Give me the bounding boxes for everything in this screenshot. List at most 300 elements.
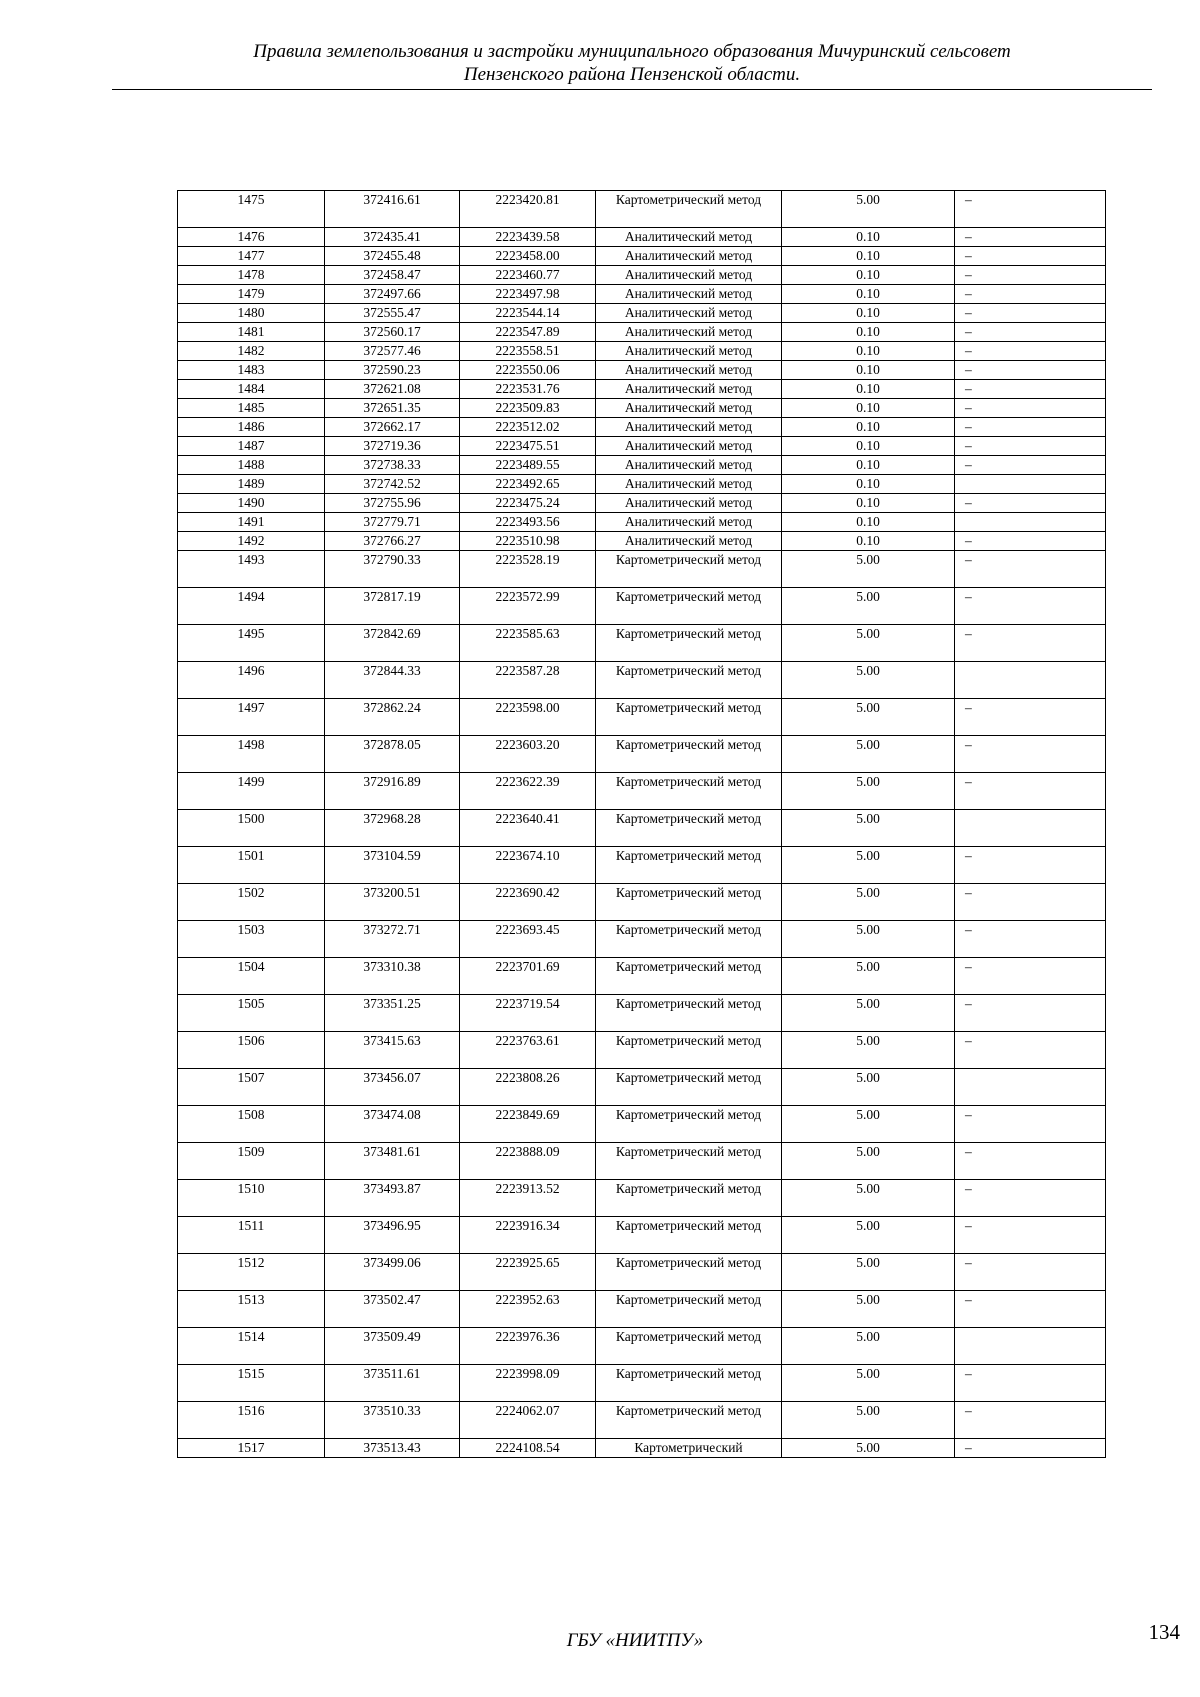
method-cell: Картометрический метод <box>596 1254 782 1291</box>
note-cell: – <box>955 921 1106 958</box>
y-coordinate-cell: 2223475.51 <box>460 437 596 456</box>
method-cell: Аналитический метод <box>596 475 782 494</box>
point-number-cell: 1484 <box>178 380 325 399</box>
point-number-cell: 1503 <box>178 921 325 958</box>
accuracy-cell: 0.10 <box>782 456 955 475</box>
note-cell: – <box>955 418 1106 437</box>
x-coordinate-cell: 373510.33 <box>325 1402 460 1439</box>
x-coordinate-cell: 372790.33 <box>325 551 460 588</box>
y-coordinate-cell: 2223690.42 <box>460 884 596 921</box>
note-cell <box>955 513 1106 532</box>
footer-org: ГБУ «НИИТПУ» <box>566 1630 704 1651</box>
point-number-cell: 1506 <box>178 1032 325 1069</box>
point-number-cell: 1493 <box>178 551 325 588</box>
x-coordinate-cell: 373496.95 <box>325 1217 460 1254</box>
x-coordinate-cell: 372621.08 <box>325 380 460 399</box>
table-row <box>178 1069 1106 1106</box>
method-cell: Картометрический метод <box>596 1032 782 1069</box>
y-coordinate-cell: 2223925.65 <box>460 1254 596 1291</box>
accuracy-cell: 0.10 <box>782 513 955 532</box>
point-number-cell: 1497 <box>178 699 325 736</box>
table-row <box>178 1217 1106 1254</box>
method-cell: Аналитический метод <box>596 437 782 456</box>
accuracy-cell: 0.10 <box>782 228 955 247</box>
method-cell: Картометрический метод <box>596 1365 782 1402</box>
y-coordinate-cell: 2223763.61 <box>460 1032 596 1069</box>
x-coordinate-cell: 373502.47 <box>325 1291 460 1328</box>
x-coordinate-cell: 373481.61 <box>325 1143 460 1180</box>
note-cell: – <box>955 285 1106 304</box>
x-coordinate-cell: 372497.66 <box>325 285 460 304</box>
point-number-cell: 1479 <box>178 285 325 304</box>
table-row <box>178 958 1106 995</box>
point-number-cell: 1490 <box>178 494 325 513</box>
point-number-cell: 1511 <box>178 1217 325 1254</box>
y-coordinate-cell: 2223598.00 <box>460 699 596 736</box>
method-cell: Картометрический <box>596 1439 782 1458</box>
table-row <box>178 1143 1106 1180</box>
point-number-cell: 1492 <box>178 532 325 551</box>
point-number-cell: 1478 <box>178 266 325 285</box>
note-cell: – <box>955 437 1106 456</box>
accuracy-cell: 5.00 <box>782 995 955 1032</box>
method-cell: Аналитический метод <box>596 323 782 342</box>
y-coordinate-cell: 2223475.24 <box>460 494 596 513</box>
coordinates-table <box>177 190 1106 1458</box>
x-coordinate-cell: 373513.43 <box>325 1439 460 1458</box>
accuracy-cell: 0.10 <box>782 532 955 551</box>
method-cell: Аналитический метод <box>596 380 782 399</box>
point-number-cell: 1513 <box>178 1291 325 1328</box>
x-coordinate-cell: 372842.69 <box>325 625 460 662</box>
x-coordinate-cell: 372878.05 <box>325 736 460 773</box>
method-cell: Картометрический метод <box>596 810 782 847</box>
point-number-cell: 1509 <box>178 1143 325 1180</box>
x-coordinate-cell: 372817.19 <box>325 588 460 625</box>
accuracy-cell: 5.00 <box>782 699 955 736</box>
note-cell <box>955 810 1106 847</box>
accuracy-cell: 0.10 <box>782 266 955 285</box>
table-row <box>178 810 1106 847</box>
point-number-cell: 1502 <box>178 884 325 921</box>
table-row <box>178 662 1106 699</box>
accuracy-cell: 5.00 <box>782 1032 955 1069</box>
y-coordinate-cell: 2223547.89 <box>460 323 596 342</box>
note-cell: – <box>955 1402 1106 1439</box>
y-coordinate-cell: 2223550.06 <box>460 361 596 380</box>
accuracy-cell: 0.10 <box>782 247 955 266</box>
y-coordinate-cell: 2223976.36 <box>460 1328 596 1365</box>
table-row <box>178 285 1106 304</box>
table-row <box>178 1254 1106 1291</box>
accuracy-cell: 5.00 <box>782 1180 955 1217</box>
table-row <box>178 380 1106 399</box>
accuracy-cell: 5.00 <box>782 958 955 995</box>
accuracy-cell: 0.10 <box>782 475 955 494</box>
y-coordinate-cell: 2223489.55 <box>460 456 596 475</box>
note-cell: – <box>955 342 1106 361</box>
page-header <box>112 40 1152 86</box>
accuracy-cell: 0.10 <box>782 380 955 399</box>
x-coordinate-cell: 372435.41 <box>325 228 460 247</box>
point-number-cell: 1481 <box>178 323 325 342</box>
x-coordinate-cell: 372416.61 <box>325 191 460 228</box>
note-cell <box>955 1069 1106 1106</box>
note-cell <box>955 475 1106 494</box>
y-coordinate-cell: 2223497.98 <box>460 285 596 304</box>
method-cell: Картометрический метод <box>596 191 782 228</box>
point-number-cell: 1495 <box>178 625 325 662</box>
y-coordinate-cell: 2223913.52 <box>460 1180 596 1217</box>
x-coordinate-cell: 373499.06 <box>325 1254 460 1291</box>
method-cell: Аналитический метод <box>596 361 782 380</box>
method-cell: Аналитический метод <box>596 285 782 304</box>
accuracy-cell: 5.00 <box>782 625 955 662</box>
table-row <box>178 323 1106 342</box>
y-coordinate-cell: 2223544.14 <box>460 304 596 323</box>
header-line-1: Правила землепользования и застройки муниципального образования Мичуринский сельсовет <box>253 41 1011 62</box>
x-coordinate-cell: 372651.35 <box>325 399 460 418</box>
x-coordinate-cell: 372455.48 <box>325 247 460 266</box>
accuracy-cell: 5.00 <box>782 1106 955 1143</box>
point-number-cell: 1516 <box>178 1402 325 1439</box>
point-number-cell: 1499 <box>178 773 325 810</box>
x-coordinate-cell: 373509.49 <box>325 1328 460 1365</box>
accuracy-cell: 0.10 <box>782 285 955 304</box>
point-number-cell: 1505 <box>178 995 325 1032</box>
x-coordinate-cell: 372458.47 <box>325 266 460 285</box>
method-cell: Аналитический метод <box>596 266 782 285</box>
y-coordinate-cell: 2223528.19 <box>460 551 596 588</box>
accuracy-cell: 5.00 <box>782 810 955 847</box>
point-number-cell: 1507 <box>178 1069 325 1106</box>
table-row <box>178 191 1106 228</box>
accuracy-cell: 5.00 <box>782 773 955 810</box>
table-row <box>178 342 1106 361</box>
y-coordinate-cell: 2223558.51 <box>460 342 596 361</box>
table-row <box>178 437 1106 456</box>
x-coordinate-cell: 372590.23 <box>325 361 460 380</box>
y-coordinate-cell: 2223510.98 <box>460 532 596 551</box>
point-number-cell: 1489 <box>178 475 325 494</box>
x-coordinate-cell: 372560.17 <box>325 323 460 342</box>
note-cell: – <box>955 247 1106 266</box>
note-cell: – <box>955 304 1106 323</box>
method-cell: Картометрический метод <box>596 625 782 662</box>
note-cell: – <box>955 736 1106 773</box>
note-cell: – <box>955 1106 1106 1143</box>
y-coordinate-cell: 2223587.28 <box>460 662 596 699</box>
x-coordinate-cell: 372916.89 <box>325 773 460 810</box>
note-cell: – <box>955 323 1106 342</box>
x-coordinate-cell: 372755.96 <box>325 494 460 513</box>
point-number-cell: 1482 <box>178 342 325 361</box>
note-cell: – <box>955 532 1106 551</box>
point-number-cell: 1480 <box>178 304 325 323</box>
y-coordinate-cell: 2223493.56 <box>460 513 596 532</box>
accuracy-cell: 5.00 <box>782 1217 955 1254</box>
x-coordinate-cell: 372555.47 <box>325 304 460 323</box>
accuracy-cell: 5.00 <box>782 588 955 625</box>
accuracy-cell: 5.00 <box>782 662 955 699</box>
accuracy-cell: 0.10 <box>782 399 955 418</box>
note-cell: – <box>955 1291 1106 1328</box>
note-cell: – <box>955 958 1106 995</box>
accuracy-cell: 5.00 <box>782 1291 955 1328</box>
x-coordinate-cell: 373474.08 <box>325 1106 460 1143</box>
x-coordinate-cell: 373493.87 <box>325 1180 460 1217</box>
y-coordinate-cell: 2223701.69 <box>460 958 596 995</box>
x-coordinate-cell: 373415.63 <box>325 1032 460 1069</box>
method-cell: Картометрический метод <box>596 884 782 921</box>
y-coordinate-cell: 2223439.58 <box>460 228 596 247</box>
accuracy-cell: 0.10 <box>782 304 955 323</box>
y-coordinate-cell: 2223458.00 <box>460 247 596 266</box>
note-cell: – <box>955 380 1106 399</box>
table-row <box>178 456 1106 475</box>
note-cell: – <box>955 551 1106 588</box>
header-rule <box>112 89 1152 90</box>
table-row <box>178 1439 1106 1458</box>
y-coordinate-cell: 2223998.09 <box>460 1365 596 1402</box>
accuracy-cell: 5.00 <box>782 847 955 884</box>
point-number-cell: 1512 <box>178 1254 325 1291</box>
note-cell: – <box>955 456 1106 475</box>
method-cell: Картометрический метод <box>596 1328 782 1365</box>
point-number-cell: 1494 <box>178 588 325 625</box>
note-cell: – <box>955 847 1106 884</box>
x-coordinate-cell: 372844.33 <box>325 662 460 699</box>
point-number-cell: 1500 <box>178 810 325 847</box>
accuracy-cell: 5.00 <box>782 1143 955 1180</box>
x-coordinate-cell: 372719.36 <box>325 437 460 456</box>
y-coordinate-cell: 2223808.26 <box>460 1069 596 1106</box>
point-number-cell: 1510 <box>178 1180 325 1217</box>
point-number-cell: 1486 <box>178 418 325 437</box>
note-cell: – <box>955 588 1106 625</box>
method-cell: Картометрический метод <box>596 1180 782 1217</box>
y-coordinate-cell: 2223916.34 <box>460 1217 596 1254</box>
note-cell <box>955 1328 1106 1365</box>
accuracy-cell: 0.10 <box>782 323 955 342</box>
x-coordinate-cell: 372862.24 <box>325 699 460 736</box>
y-coordinate-cell: 2223512.02 <box>460 418 596 437</box>
point-number-cell: 1515 <box>178 1365 325 1402</box>
note-cell: – <box>955 266 1106 285</box>
method-cell: Картометрический метод <box>596 588 782 625</box>
point-number-cell: 1508 <box>178 1106 325 1143</box>
point-number-cell: 1483 <box>178 361 325 380</box>
method-cell: Аналитический метод <box>596 342 782 361</box>
point-number-cell: 1517 <box>178 1439 325 1458</box>
table-row <box>178 736 1106 773</box>
page-number: 134 <box>1148 1620 1180 1644</box>
table-row <box>178 773 1106 810</box>
note-cell: – <box>955 494 1106 513</box>
method-cell: Аналитический метод <box>596 418 782 437</box>
point-number-cell: 1504 <box>178 958 325 995</box>
point-number-cell: 1475 <box>178 191 325 228</box>
x-coordinate-cell: 373272.71 <box>325 921 460 958</box>
y-coordinate-cell: 2224108.54 <box>460 1439 596 1458</box>
x-coordinate-cell: 373200.51 <box>325 884 460 921</box>
accuracy-cell: 5.00 <box>782 1069 955 1106</box>
table-row <box>178 847 1106 884</box>
table-row <box>178 418 1106 437</box>
table-row <box>178 304 1106 323</box>
y-coordinate-cell: 2223572.99 <box>460 588 596 625</box>
note-cell: – <box>955 1180 1106 1217</box>
note-cell: – <box>955 884 1106 921</box>
table-row <box>178 588 1106 625</box>
y-coordinate-cell: 2223693.45 <box>460 921 596 958</box>
method-cell: Аналитический метод <box>596 494 782 513</box>
accuracy-cell: 0.10 <box>782 437 955 456</box>
accuracy-cell: 5.00 <box>782 1365 955 1402</box>
y-coordinate-cell: 2223460.77 <box>460 266 596 285</box>
accuracy-cell: 0.10 <box>782 418 955 437</box>
accuracy-cell: 5.00 <box>782 1439 955 1458</box>
table-row <box>178 995 1106 1032</box>
accuracy-cell: 5.00 <box>782 1402 955 1439</box>
table-row <box>178 361 1106 380</box>
point-number-cell: 1501 <box>178 847 325 884</box>
table-row <box>178 494 1106 513</box>
table-row <box>178 1180 1106 1217</box>
method-cell: Картометрический метод <box>596 699 782 736</box>
x-coordinate-cell: 373511.61 <box>325 1365 460 1402</box>
table-row <box>178 1032 1106 1069</box>
point-number-cell: 1491 <box>178 513 325 532</box>
x-coordinate-cell: 372577.46 <box>325 342 460 361</box>
note-cell: – <box>955 1217 1106 1254</box>
method-cell: Картометрический метод <box>596 1402 782 1439</box>
method-cell: Картометрический метод <box>596 995 782 1032</box>
accuracy-cell: 5.00 <box>782 736 955 773</box>
accuracy-cell: 0.10 <box>782 494 955 513</box>
point-number-cell: 1476 <box>178 228 325 247</box>
note-cell: – <box>955 773 1106 810</box>
table-row <box>178 247 1106 266</box>
method-cell: Картометрический метод <box>596 921 782 958</box>
accuracy-cell: 5.00 <box>782 191 955 228</box>
accuracy-cell: 0.10 <box>782 342 955 361</box>
accuracy-cell: 5.00 <box>782 551 955 588</box>
table-row <box>178 551 1106 588</box>
x-coordinate-cell: 373351.25 <box>325 995 460 1032</box>
point-number-cell: 1496 <box>178 662 325 699</box>
note-cell: – <box>955 228 1106 247</box>
y-coordinate-cell: 2223531.76 <box>460 380 596 399</box>
method-cell: Аналитический метод <box>596 532 782 551</box>
method-cell: Картометрический метод <box>596 958 782 995</box>
x-coordinate-cell: 372738.33 <box>325 456 460 475</box>
point-number-cell: 1488 <box>178 456 325 475</box>
table-row <box>178 1328 1106 1365</box>
accuracy-cell: 5.00 <box>782 921 955 958</box>
method-cell: Картометрический метод <box>596 773 782 810</box>
x-coordinate-cell: 372779.71 <box>325 513 460 532</box>
y-coordinate-cell: 2224062.07 <box>460 1402 596 1439</box>
note-cell: – <box>955 1032 1106 1069</box>
method-cell: Картометрический метод <box>596 1106 782 1143</box>
accuracy-cell: 0.10 <box>782 361 955 380</box>
note-cell: – <box>955 191 1106 228</box>
note-cell: – <box>955 1365 1106 1402</box>
y-coordinate-cell: 2223674.10 <box>460 847 596 884</box>
table-row <box>178 1106 1106 1143</box>
x-coordinate-cell: 372662.17 <box>325 418 460 437</box>
x-coordinate-cell: 372742.52 <box>325 475 460 494</box>
x-coordinate-cell: 373104.59 <box>325 847 460 884</box>
method-cell: Аналитический метод <box>596 456 782 475</box>
accuracy-cell: 5.00 <box>782 884 955 921</box>
method-cell: Картометрический метод <box>596 736 782 773</box>
table-row <box>178 266 1106 285</box>
point-number-cell: 1487 <box>178 437 325 456</box>
note-cell: – <box>955 625 1106 662</box>
note-cell: – <box>955 361 1106 380</box>
y-coordinate-cell: 2223509.83 <box>460 399 596 418</box>
table-row <box>178 884 1106 921</box>
y-coordinate-cell: 2223420.81 <box>460 191 596 228</box>
x-coordinate-cell: 372968.28 <box>325 810 460 847</box>
method-cell: Аналитический метод <box>596 399 782 418</box>
method-cell: Аналитический метод <box>596 228 782 247</box>
y-coordinate-cell: 2223492.65 <box>460 475 596 494</box>
y-coordinate-cell: 2223585.63 <box>460 625 596 662</box>
note-cell: – <box>955 399 1106 418</box>
note-cell <box>955 662 1106 699</box>
table-row <box>178 921 1106 958</box>
note-cell: – <box>955 995 1106 1032</box>
note-cell: – <box>955 1439 1106 1458</box>
x-coordinate-cell: 373456.07 <box>325 1069 460 1106</box>
method-cell: Картометрический метод <box>596 1291 782 1328</box>
table-row <box>178 1291 1106 1328</box>
note-cell: – <box>955 699 1106 736</box>
point-number-cell: 1498 <box>178 736 325 773</box>
accuracy-cell: 5.00 <box>782 1328 955 1365</box>
point-number-cell: 1514 <box>178 1328 325 1365</box>
note-cell: – <box>955 1254 1106 1291</box>
y-coordinate-cell: 2223622.39 <box>460 773 596 810</box>
method-cell: Картометрический метод <box>596 551 782 588</box>
y-coordinate-cell: 2223603.20 <box>460 736 596 773</box>
table-row <box>178 399 1106 418</box>
table-row <box>178 228 1106 247</box>
y-coordinate-cell: 2223719.54 <box>460 995 596 1032</box>
coordinates-table-body <box>178 191 1106 1458</box>
y-coordinate-cell: 2223849.69 <box>460 1106 596 1143</box>
table-row <box>178 475 1106 494</box>
method-cell: Картометрический метод <box>596 662 782 699</box>
method-cell: Аналитический метод <box>596 247 782 266</box>
point-number-cell: 1477 <box>178 247 325 266</box>
method-cell: Картометрический метод <box>596 1143 782 1180</box>
accuracy-cell: 5.00 <box>782 1254 955 1291</box>
method-cell: Картометрический метод <box>596 1217 782 1254</box>
table-row <box>178 532 1106 551</box>
table-row <box>178 625 1106 662</box>
method-cell: Аналитический метод <box>596 304 782 323</box>
y-coordinate-cell: 2223888.09 <box>460 1143 596 1180</box>
table-row <box>178 513 1106 532</box>
point-number-cell: 1485 <box>178 399 325 418</box>
header-line-2: Пензенского района Пензенской области. <box>463 64 801 85</box>
note-cell: – <box>955 1143 1106 1180</box>
x-coordinate-cell: 372766.27 <box>325 532 460 551</box>
